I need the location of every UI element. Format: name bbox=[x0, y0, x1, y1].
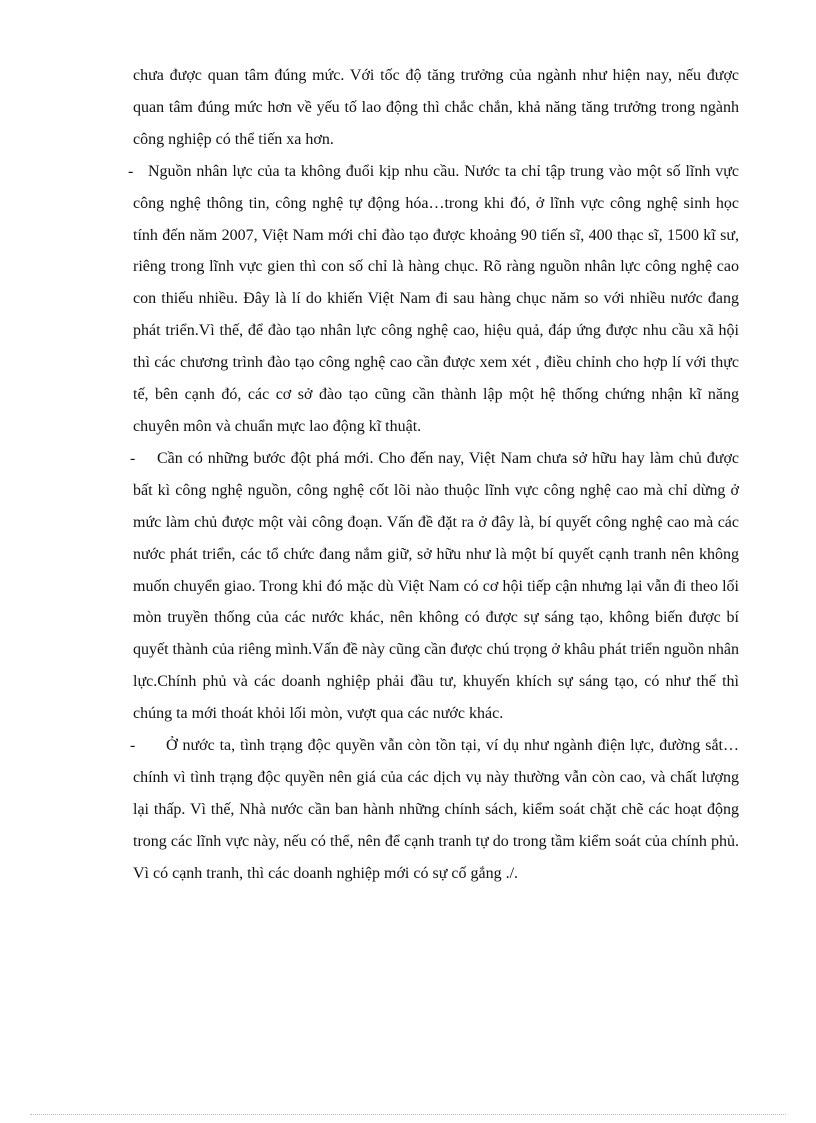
bullet-dash: - bbox=[130, 737, 136, 755]
bullet-dash: - bbox=[130, 449, 136, 467]
bullet-text: Ở nước ta, tình trạng độc quyền vẫn còn tồn tại, ví dụ như ngành điện lực, đường sắt…chính vì tình trạng độc quyền nên giá của các dịch vụ này thường vẫn còn cao, và chất lượng lại thấp. Vì thế, Nhà nước cần ban hành những chính sách, kiểm soát chặt chẽ các hoạt động trong các lĩnh vực này, nếu có thể, nên để cạnh tranh tự do trong tầm kiểm soát của chính phủ. Vì có cạnh tranh, thì các doanh nghiệp mới có sự cố gắng ./. bbox=[133, 737, 739, 882]
bullet-paragraph-monopoly bbox=[130, 730, 739, 890]
bullet-paragraph-human-resources bbox=[128, 156, 739, 443]
bullet-text: Nguồn nhân lực của ta không đuổi kịp nhu cầu. Nước ta chỉ tập trung vào một số lĩnh vực công nghệ thông tin, công nghệ tự động hóa…trong khi đó, ở lĩnh vực công nghệ sinh học tính đến năm 2007, Việt Nam mới chỉ đào tạo được khoảng 90 tiến sĩ, 400 thạc sĩ, 1500 kĩ sư, riêng trong lĩnh vực gien thì con số chỉ là hàng chục. Rõ ràng nguồn nhân lực công nghệ cao con thiếu nhiều. Đây là lí do khiến Việt Nam đi sau hàng chục năm so với nhiều nước đang phát triển.Vì thế, để đào tạo nhân lực công nghệ cao, hiệu quả, đáp ứng được nhu cầu xã hội thì các chương trình đào tạo công nghệ cao cần được xem xét , điều chỉnh cho hợp lí với thực tế, bên cạnh đó, các cơ sở đào tạo cũng cần thành lập một hệ thống chứng nhận kĩ năng chuyên môn và chuẩn mực lao động kĩ thuật. bbox=[133, 162, 739, 435]
page-bottom-divider bbox=[30, 1114, 786, 1115]
bullet-dash: - bbox=[128, 162, 134, 180]
bullet-text: Cần có những bước đột phá mới. Cho đến nay, Việt Nam chưa sở hữu hay làm chủ được bất kì công nghệ nguồn, công nghệ cốt lõi nào thuộc lĩnh vực công nghệ cao mà chỉ dừng ở mức làm chủ được một vài công đoạn. Vấn đề đặt ra ở đây là, bí quyết công nghệ cao mà các nước phát triển, các tổ chức đang nắm giữ, sở hữu như là một bí quyết cạnh tranh nên không muốn chuyển giao. Trong khi đó mặc dù Việt Nam có cơ hội tiếp cận nhưng lại vẫn đi theo lối mòn truyền thống của các nước khác, nên không có được sự sáng tạo, không biến được bí quyết thành của riêng mình.Vấn đề này cũng cần được chú trọng ở khâu phát triển nguồn nhân lực.Chính phủ và các doanh nghiệp phải đầu tư, khuyến khích sự sáng tạo, có như thế thì chúng ta mới thoát khỏi lối mòn, vượt qua các nước khác. bbox=[133, 449, 739, 723]
document-body bbox=[128, 60, 739, 890]
paragraph-continuation: chưa được quan tâm đúng mức. Với tốc độ tăng trưởng của ngành như hiện nay, nếu được quan tâm đúng mức hơn về yếu tố lao động thì chắc chắn, khả năng tăng trưởng trong ngành công nghiệp có thể tiến xa hơn. bbox=[133, 67, 739, 148]
bullet-paragraph-breakthrough bbox=[130, 443, 739, 730]
